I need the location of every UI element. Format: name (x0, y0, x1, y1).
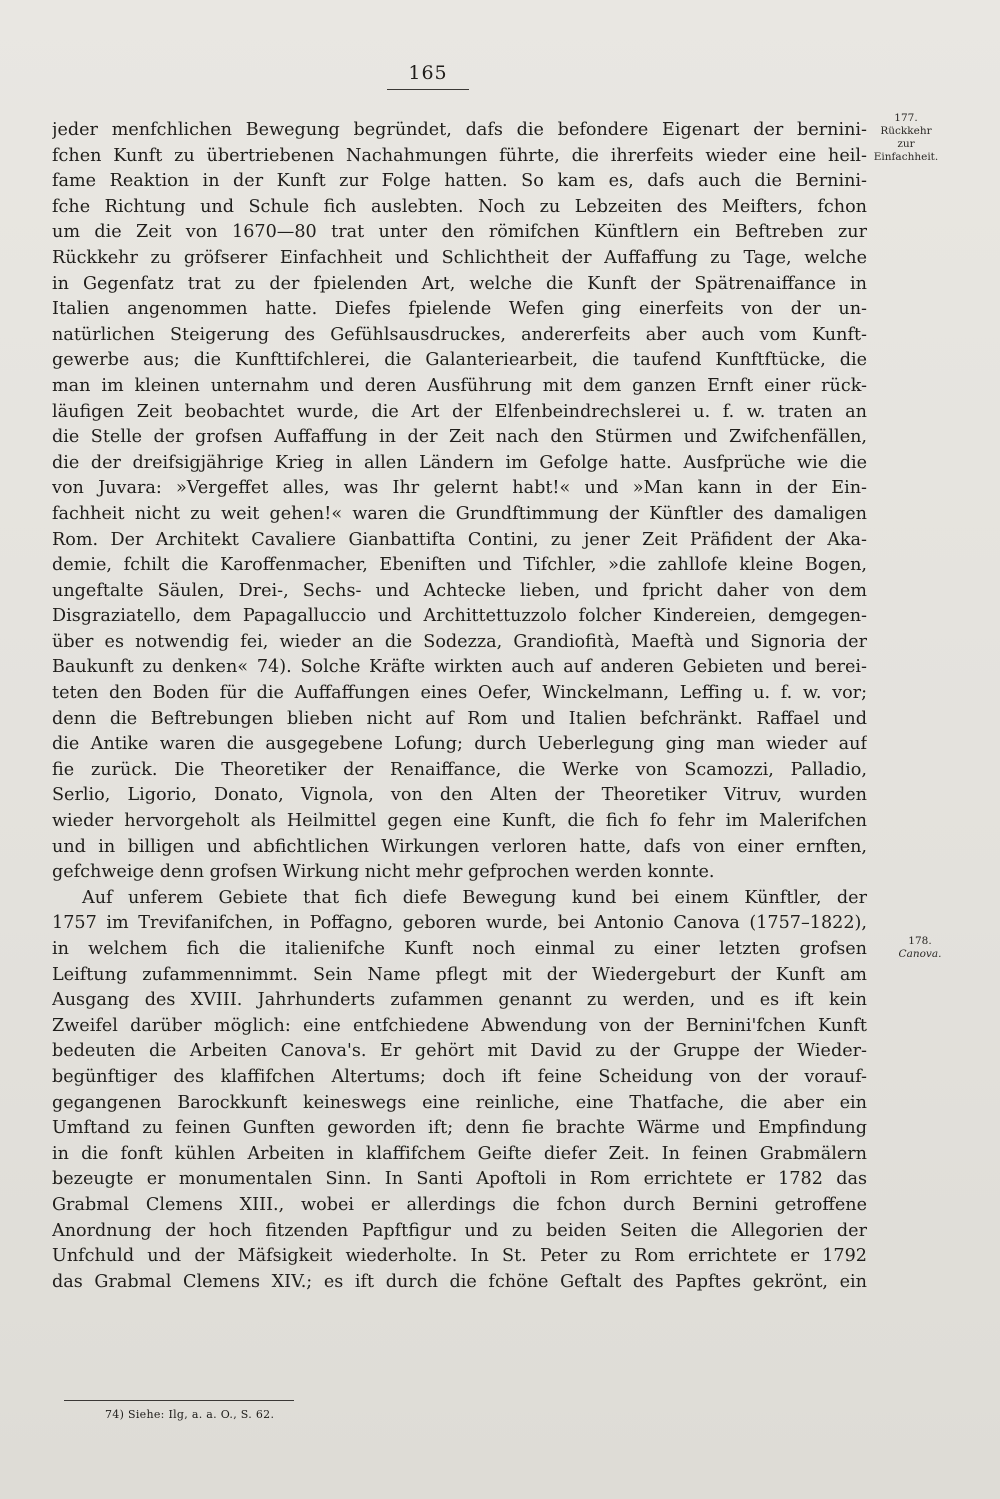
text-line: Auf unferem Gebiete that fich diefe Bewegung kund bei einem Künftler, der (82, 887, 867, 908)
text-line: in welchem fich die italienifche Kunft noch einmal zu einer letzten grofsen (52, 939, 867, 959)
text-line: man im kleinen unternahm und deren Ausführung mit dem ganzen Ernft einer rück- (52, 375, 867, 396)
text-line: Unfchuld und der Mäfsigkeit wiederholte. In St. Peter zu Rom errichtete er 1792 (52, 1246, 867, 1267)
body-text (52, 118, 867, 1295)
margin-note-177 (856, 112, 956, 164)
text-line: bezeugte er monumentalen Sinn. In Santi Apoftoli in Rom errichtete er 1782 das (52, 1169, 867, 1190)
text-line: Rom. Der Architekt Cavaliere Gianbattifta Contini, zu jener Zeit Präfident der Aka- (52, 529, 867, 550)
margin-note-178 (870, 935, 970, 961)
text-line: ungeftalte Säulen, Drei-, Sechs- und Achtecke lieben, und fpricht daher von dem (52, 580, 867, 601)
text-line: Serlio, Ligorio, Donato, Vignola, von den Alten der Theoretiker Vitruv, wurden (52, 785, 867, 806)
text-line: gewerbe aus; die Kunfttifchlerei, die Galanteriearbeit, die taufend Kunftftücke, die (52, 350, 867, 371)
text-line: Rückkehr zu gröfserer Einfachheit und Schlichtheit der Auffaffung zu Tage, welche (52, 247, 867, 268)
text-line: um die Zeit von 1670—80 trat unter den römifchen Künftlern ein Beftreben zur (52, 222, 867, 243)
page-number: 165 (408, 62, 448, 84)
text-line: das Grabmal Clemens XIV.; es ift durch die fchöne Geftalt des Papftes gekrönt, ein (52, 1271, 867, 1292)
text-line: Grabmal Clemens XIII., wobei er allerdings die fchon durch Bernini getroffene (52, 1194, 867, 1215)
text-line: Anordnung der hoch fitzenden Papftfigur und zu beiden Seiten die Allegorien der (52, 1220, 867, 1241)
text-line: fie zurück. Die Theoretiker der Renaiffance, die Werke von Scamozzi, Palladio, (52, 759, 867, 780)
text-line: gegangenen Barockkunft keineswegs eine reinliche, eine Thatfache, die aber ein (52, 1092, 867, 1113)
text-line: natürlichen Steigerung des Gefühlsausdruckes, andererfeits aber auch vom Kunft- (52, 324, 867, 345)
text-line: in die fonft kühlen Arbeiten in klaffifchem Geifte diefer Zeit. In feinen Grabmälern (52, 1143, 867, 1164)
margin-note-line: zur (897, 138, 915, 150)
margin-note-number: 177. (894, 112, 918, 124)
text-line: die Antike waren die ausgegebene Lofung; durch Ueberlegung ging man wieder auf (52, 734, 867, 755)
margin-note-line: Rückkehr (880, 125, 932, 137)
footnote: 74) Siehe: Ilg, a. a. O., S. 62. (105, 1408, 275, 1421)
text-line: teten den Boden für die Auffaffungen eines Oefer, Winckelmann, Leffing u. f. w. vor; (52, 683, 867, 704)
text-line: Baukunft zu denken« 74). Solche Kräfte wirkten auch auf anderen Gebieten und berei- (52, 657, 867, 678)
margin-note-number: 178. (908, 935, 932, 947)
margin-note-line: Canova. (898, 948, 942, 960)
text-line: die Stelle der grofsen Auffaffung in der Zeit nach den Stürmen und Zwifchenfällen, (52, 427, 867, 448)
text-line: jeder menfchlichen Bewegung begründet, dafs die befondere Eigenart der bernini- (52, 120, 867, 140)
text-line: bedeuten die Arbeiten Canova's. Er gehört mit David zu der Gruppe der Wieder- (52, 1041, 867, 1062)
text-line: denn die Beftrebungen blieben nicht auf Rom und Italien befchränkt. Raffael und (52, 708, 867, 729)
text-line: Zweifel darüber möglich: eine entfchiedene Abwendung von der Bernini'fchen Kunft (52, 1015, 867, 1036)
text-line: fchen Kunft zu übertriebenen Nachahmungen führte, die ihrerfeits wieder eine heil- (52, 145, 867, 166)
text-line: 1757 im Trevifanifchen, in Poffagno, geboren wurde, bei Antonio Canova (1757–1822), (52, 913, 867, 934)
text-line: Ausgang des XVIII. Jahrhunderts zufammen genannt zu werden, und es ift kein (52, 990, 867, 1011)
text-line: Italien angenommen hatte. Diefes fpielende Wefen ging einerfeits von der un- (52, 299, 867, 320)
text-line: über es notwendig fei, wieder an die Sodezza, Grandiofità, Maeftà und Signoria der (52, 631, 867, 652)
text-line: wieder hervorgeholt als Heilmittel gegen eine Kunft, die fich fo fehr im Malerifchen (52, 811, 867, 832)
text-line: fachheit nicht zu weit gehen!« waren die Grundftimmung der Künftler des damaligen (52, 503, 867, 524)
text-line: von Juvara: »Vergeffet alles, was Ihr gelernt habt!« und »Man kann in der Ein- (52, 478, 867, 499)
text-line: fche Richtung und Schule fich auslebten. Noch zu Lebzeiten des Meifters, fchon (52, 196, 867, 217)
text-line: Umftand zu feinen Gunften geworden ift; denn fie brachte Wärme und Empfindung (52, 1118, 867, 1139)
text-line: die der dreifsigjährige Krieg in allen Ländern im Gefolge hatte. Ausfprüche wie die (52, 452, 867, 473)
margin-note-line: Einfachheit. (873, 151, 939, 163)
text-line: gefchweige denn grofsen Wirkung nicht mehr gefprochen werden konnte. (52, 862, 715, 883)
footnote-rule (64, 1400, 294, 1401)
page-number-rule (387, 89, 469, 90)
text-line: Leiftung zufammennimmt. Sein Name pflegt mit der Wiedergeburt der Kunft am (52, 964, 867, 985)
text-line: läufigen Zeit beobachtet wurde, die Art der Elfenbeindrechslerei u. f. w. traten an (52, 401, 867, 422)
text-line: Disgraziatello, dem Papagalluccio und Archittettuzzolo folcher Kindereien, demgegen- (52, 606, 867, 627)
text-line: in Gegenfatz trat zu der fpielenden Art, welche die Kunft der Spätrenaiffance in (52, 273, 867, 294)
text-line: und in billigen und abfichtlichen Wirkungen verloren hatte, dafs von einer ernften, (52, 836, 867, 857)
text-line: fame Reaktion in der Kunft zur Folge hatten. So kam es, dafs auch die Bernini- (52, 171, 867, 192)
text-line: demie, fchilt die Karoffenmacher, Ebeniften und Tifchler, »die zahllofe kleine Bogen, (52, 555, 867, 576)
text-line: begünftiger des klaffifchen Altertums; doch ift feine Scheidung von der vorauf- (52, 1066, 867, 1087)
